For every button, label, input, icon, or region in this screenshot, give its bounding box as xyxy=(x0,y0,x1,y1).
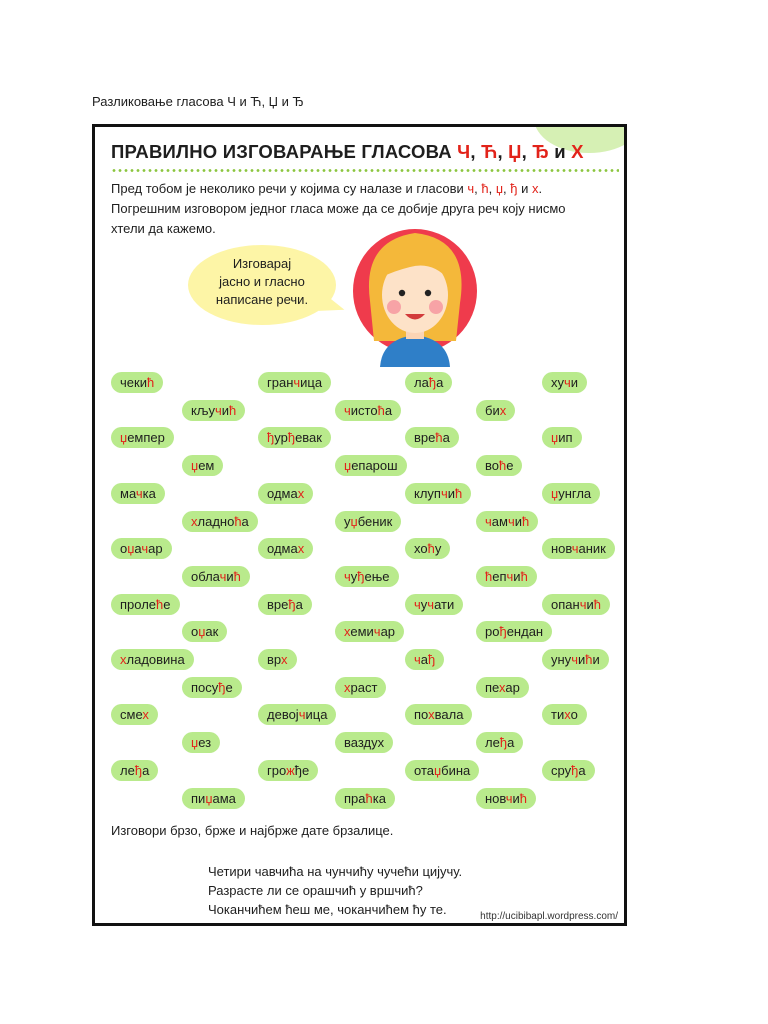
highlighted-letter: Ч xyxy=(457,141,471,162)
right-cheek xyxy=(429,300,443,314)
word-part: девој xyxy=(267,707,299,722)
word-pill xyxy=(182,677,242,698)
tongue-twister-2: Разрасте ли се орашчић у вршчић? xyxy=(208,883,423,898)
word-pill xyxy=(405,649,444,670)
word-part: кљу xyxy=(191,403,215,418)
word-pill xyxy=(542,594,610,615)
word-pill xyxy=(405,427,459,448)
highlighted-letter: ч xyxy=(507,514,515,529)
word-part: одма xyxy=(267,541,298,556)
text-segment: и xyxy=(548,141,572,162)
text-segment: , xyxy=(503,181,511,196)
word-part: вре xyxy=(267,597,289,612)
highlighted-letter: џ xyxy=(120,430,128,445)
highlighted-letter: ћ xyxy=(365,791,373,806)
word-pill xyxy=(182,455,223,476)
word-part: а xyxy=(142,763,150,778)
highlighted-letter: ч xyxy=(571,652,578,667)
word-pill xyxy=(405,483,471,504)
word-pill xyxy=(542,704,587,725)
highlighted-letter: ћ xyxy=(234,514,242,529)
word-part: е xyxy=(163,597,171,612)
word-pill xyxy=(258,538,313,559)
word-pill xyxy=(111,372,163,393)
tongue-twister-1: Четири чавчића на чунчићу чучећи цијучу. xyxy=(208,864,463,879)
highlighted-letter: х xyxy=(532,181,539,196)
word-pill xyxy=(542,760,595,781)
word-pill xyxy=(182,511,258,532)
highlighted-letter: ч xyxy=(373,624,381,639)
word-part: сме xyxy=(120,707,143,722)
word-part: ак xyxy=(205,624,219,639)
highlighted-letter: ч xyxy=(564,375,571,390)
text-segment: , xyxy=(474,181,482,196)
highlighted-letter: ђ xyxy=(287,430,296,445)
word-part: ка xyxy=(372,791,386,806)
highlighted-letter: ђ xyxy=(571,763,579,778)
highlighted-letter: х xyxy=(564,707,571,722)
highlighted-letter: ч xyxy=(506,569,514,584)
word-part: беник xyxy=(357,514,393,529)
word-pill xyxy=(258,427,331,448)
highlighted-letter: ч xyxy=(571,541,579,556)
word-part: ам xyxy=(491,514,508,529)
word-pill xyxy=(182,566,250,587)
highlighted-letter: х xyxy=(499,403,507,418)
highlighted-letter: џ xyxy=(433,763,442,778)
highlighted-letter: ћ xyxy=(146,375,155,390)
text-segment: . xyxy=(538,181,543,196)
word-pill xyxy=(335,455,407,476)
highlighted-letter: ћ xyxy=(377,403,385,418)
word-part: а xyxy=(436,375,444,390)
highlighted-letter: џ xyxy=(495,181,504,196)
word-part: ма xyxy=(120,486,136,501)
highlighted-letter: Х xyxy=(571,141,584,162)
highlighted-letter: ч xyxy=(414,652,421,667)
word-pill xyxy=(405,760,479,781)
word-pill xyxy=(476,400,515,421)
word-pill xyxy=(258,372,331,393)
highlighted-letter: ћ xyxy=(593,597,601,612)
word-part: ица xyxy=(300,375,323,390)
word-part: аник xyxy=(578,541,606,556)
highlighted-letter: ћ xyxy=(485,569,493,584)
word-part: о xyxy=(570,707,578,722)
word-pill xyxy=(335,566,399,587)
word-part: епарош xyxy=(351,458,398,473)
word-part: у xyxy=(344,514,351,529)
highlighted-letter: ћ xyxy=(435,430,443,445)
worksheet xyxy=(92,124,627,926)
highlighted-letter: ђ xyxy=(499,735,508,750)
highlighted-letter: ћ xyxy=(585,652,593,667)
highlighted-letter: ћ xyxy=(481,181,489,196)
word-part: раст xyxy=(350,680,378,695)
highlighted-letter: џ xyxy=(551,486,559,501)
word-part: нов xyxy=(485,791,506,806)
word-pill xyxy=(111,760,158,781)
word-pill xyxy=(111,483,165,504)
word-part: пра xyxy=(344,791,366,806)
highlighted-letter: х xyxy=(428,707,435,722)
highlighted-letter: ђ xyxy=(288,597,296,612)
highlighted-letter: Ћ xyxy=(481,141,498,162)
word-part: нов xyxy=(551,541,572,556)
word-part: во xyxy=(485,458,499,473)
word-pill xyxy=(335,732,393,753)
word-pill xyxy=(335,621,404,642)
word-part: и xyxy=(513,569,521,584)
highlighted-letter: џ xyxy=(350,514,358,529)
word-part: пе xyxy=(485,680,499,695)
word-pill xyxy=(476,732,523,753)
worksheet-title xyxy=(111,141,584,163)
highlighted-letter: ћ xyxy=(520,569,528,584)
word-part: а xyxy=(384,403,393,418)
word-part: а xyxy=(241,514,249,529)
highlighted-letter: х xyxy=(297,486,305,501)
highlighted-letter: х xyxy=(142,707,149,722)
tongue-twister-3: Чоканчићем ћеш ме, чоканчићем ћу те. xyxy=(208,902,447,917)
left-cheek xyxy=(387,300,401,314)
word-part: у xyxy=(350,569,358,584)
word-part: а xyxy=(507,735,515,750)
highlighted-letter: ч xyxy=(485,514,492,529)
word-part: и xyxy=(586,597,594,612)
word-part: по xyxy=(414,707,429,722)
highlighted-letter: џ xyxy=(191,458,199,473)
word-part: и xyxy=(592,652,600,667)
word-part: ваздух xyxy=(344,735,385,750)
highlighted-letter: ђ xyxy=(428,652,436,667)
word-pill xyxy=(258,704,336,725)
word-part: вре xyxy=(414,430,436,445)
word-pill xyxy=(476,511,538,532)
word-part: а xyxy=(295,597,303,612)
word-part: о xyxy=(191,624,199,639)
bubble-line-2: јасно и гласно xyxy=(219,274,305,289)
word-part: вала xyxy=(434,707,464,722)
word-pill xyxy=(335,788,395,809)
word-part: чеки xyxy=(120,375,147,390)
highlighted-letter: ч xyxy=(467,181,475,196)
word-pill xyxy=(542,649,609,670)
word-part: би xyxy=(485,403,500,418)
word-part: ур xyxy=(274,430,288,445)
word-pill xyxy=(182,788,245,809)
word-part: а xyxy=(442,430,450,445)
word-pill xyxy=(405,594,463,615)
highlighted-letter: џ xyxy=(127,541,135,556)
word-part: сру xyxy=(551,763,572,778)
word-part: проле xyxy=(120,597,157,612)
highlighted-letter: ђ xyxy=(510,181,518,196)
word-part: ладовина xyxy=(126,652,185,667)
highlighted-letter: ћ xyxy=(427,541,435,556)
word-part: исто xyxy=(350,403,378,418)
word-part: еп xyxy=(492,569,507,584)
highlighted-letter: х xyxy=(191,514,198,529)
word-pill xyxy=(476,566,537,587)
highlighted-letter: џ xyxy=(344,458,352,473)
word-part: ху xyxy=(551,375,564,390)
word-part: ти xyxy=(551,707,565,722)
word-part: и xyxy=(221,403,230,418)
word-pill xyxy=(182,732,220,753)
word-pill xyxy=(335,677,386,698)
word-part: ица xyxy=(305,707,328,722)
word-pill xyxy=(476,621,552,642)
highlighted-letter: џ xyxy=(191,735,199,750)
highlighted-letter: Ђ xyxy=(532,141,549,162)
word-pill xyxy=(258,594,312,615)
text-segment: , xyxy=(521,141,533,162)
word-part: емпер xyxy=(127,430,165,445)
word-part: бина xyxy=(441,763,471,778)
document-heading: Разликовање гласова Ч и Ћ, Џ и Ђ xyxy=(92,94,304,109)
word-part: гро xyxy=(267,763,287,778)
word-part: ендан xyxy=(506,624,544,639)
highlighted-letter: ћ xyxy=(455,486,463,501)
word-part: клуп xyxy=(414,486,441,501)
word-part: опан xyxy=(551,597,580,612)
highlighted-letter: х xyxy=(297,541,305,556)
word-part: уну xyxy=(551,652,572,667)
word-part: а xyxy=(420,652,429,667)
word-pill xyxy=(111,594,180,615)
word-part: и xyxy=(514,514,522,529)
highlighted-letter: ђ xyxy=(428,375,437,390)
highlighted-letter: ч xyxy=(344,403,351,418)
highlighted-letter: ћ xyxy=(233,569,241,584)
word-part: е xyxy=(506,458,514,473)
intro-line-2: Погрешним изговором једног гласа може да се добије друга реч коју нисмо xyxy=(111,201,566,216)
highlighted-letter: ђ xyxy=(499,624,507,639)
highlighted-letter: ч xyxy=(298,707,306,722)
highlighted-letter: ћ xyxy=(499,458,507,473)
highlighted-letter: ђ xyxy=(267,430,275,445)
word-pill xyxy=(405,704,472,725)
highlighted-letter: ч xyxy=(440,486,448,501)
highlighted-letter: х xyxy=(281,652,288,667)
highlighted-letter: ђ xyxy=(134,763,143,778)
word-pill xyxy=(111,704,158,725)
word-part: ладно xyxy=(197,514,235,529)
girl-illustration xyxy=(352,221,478,367)
highlighted-letter: ч xyxy=(414,597,421,612)
word-part: у xyxy=(434,541,442,556)
word-pill xyxy=(476,677,529,698)
word-part: ота xyxy=(414,763,434,778)
word-part: о xyxy=(120,541,128,556)
text-segment: Пред тобом је неколико речи у којима су налазе и гласови xyxy=(111,181,468,196)
highlighted-letter: х xyxy=(120,652,127,667)
word-pill xyxy=(258,760,318,781)
highlighted-letter: х xyxy=(344,680,351,695)
word-pill xyxy=(111,538,172,559)
word-pill xyxy=(542,427,582,448)
highlighted-letter: ђ xyxy=(357,569,365,584)
word-part: ле xyxy=(120,763,135,778)
word-part: у xyxy=(420,597,428,612)
word-part: и xyxy=(447,486,456,501)
word-part: евак xyxy=(295,430,322,445)
word-pill xyxy=(182,621,227,642)
word-part: ење xyxy=(364,569,390,584)
highlighted-letter: ч xyxy=(141,541,149,556)
highlighted-letter: ч xyxy=(135,486,143,501)
text-segment: , xyxy=(497,141,509,162)
word-part: посу xyxy=(191,680,219,695)
tongue-twisters xyxy=(208,862,462,919)
highlighted-letter: ч xyxy=(293,375,301,390)
highlighted-letter: ч xyxy=(214,403,222,418)
word-part: ем xyxy=(198,458,215,473)
text-segment: и xyxy=(517,181,532,196)
left-eye xyxy=(399,290,405,296)
word-part: ез xyxy=(198,735,212,750)
text-segment: ПРАВИЛНО ИЗГОВАРАЊЕ ГЛАСОВА xyxy=(111,141,458,162)
word-pill xyxy=(476,788,536,809)
highlighted-letter: Џ xyxy=(508,141,522,162)
word-pill xyxy=(335,511,401,532)
word-pill xyxy=(405,538,450,559)
word-part: ар xyxy=(148,541,163,556)
highlighted-letter: ђ xyxy=(218,680,226,695)
highlighted-letter: ч xyxy=(427,597,435,612)
highlighted-letter: џ xyxy=(551,430,559,445)
word-part: обла xyxy=(191,569,220,584)
highlighted-letter: џ xyxy=(198,624,206,639)
word-pill xyxy=(258,649,297,670)
word-part: ати xyxy=(434,597,455,612)
word-pill xyxy=(542,372,587,393)
word-part: и xyxy=(512,791,520,806)
highlighted-letter: ч xyxy=(344,569,351,584)
word-part: и xyxy=(577,652,586,667)
word-part: ар xyxy=(505,680,520,695)
highlighted-letter: х xyxy=(498,680,506,695)
word-part: ама xyxy=(212,791,236,806)
word-pill xyxy=(476,455,522,476)
word-pill xyxy=(542,538,615,559)
word-pill xyxy=(258,483,313,504)
word-part: гран xyxy=(267,375,294,390)
word-part: ро xyxy=(485,624,500,639)
word-pill xyxy=(111,427,174,448)
text-segment: , xyxy=(488,181,496,196)
dotted-divider xyxy=(111,169,619,172)
word-part: и xyxy=(226,569,234,584)
word-pill xyxy=(111,649,194,670)
source-url: http://ucibibapl.wordpress.com/ xyxy=(480,911,618,922)
bubble-line-1: Изговарај xyxy=(232,256,292,271)
word-part: ка xyxy=(142,486,156,501)
word-pill xyxy=(182,400,245,421)
word-part: ла xyxy=(414,375,429,390)
word-part: ип xyxy=(558,430,573,445)
highlighted-letter: ћ xyxy=(519,791,528,806)
highlighted-letter: ч xyxy=(505,791,513,806)
word-part: а xyxy=(134,541,142,556)
word-part: ар xyxy=(380,624,396,639)
highlighted-letter: ч xyxy=(579,597,587,612)
intro-line-3: хтели да кажемо. xyxy=(111,221,216,236)
word-part: пи xyxy=(191,791,206,806)
highlighted-letter: ч xyxy=(219,569,227,584)
highlighted-letter: ћ xyxy=(156,597,164,612)
word-part: ле xyxy=(485,735,500,750)
bubble-line-3: написане речи. xyxy=(215,292,309,307)
word-pill xyxy=(335,400,401,421)
word-part: а xyxy=(578,763,586,778)
highlighted-letter: ћ xyxy=(522,514,530,529)
speech-bubble-text xyxy=(188,255,336,309)
word-part: вр xyxy=(267,652,281,667)
word-part: е xyxy=(225,680,233,695)
word-part: хо xyxy=(414,541,428,556)
word-part: еми xyxy=(350,624,374,639)
highlighted-letter: ћ xyxy=(229,403,237,418)
tongue-twisters-heading: Изговори брзо, брже и најбрже дате брзалице. xyxy=(111,823,394,838)
word-pill xyxy=(542,483,600,504)
highlighted-letter: х xyxy=(344,624,351,639)
highlighted-letter: џ xyxy=(205,791,213,806)
right-eye xyxy=(425,290,431,296)
word-part: унгла xyxy=(558,486,592,501)
intro-line-1 xyxy=(111,179,621,199)
word-pill xyxy=(405,372,452,393)
word-part: одма xyxy=(267,486,298,501)
highlighted-letter: ж xyxy=(286,763,295,778)
text-segment: , xyxy=(470,141,482,162)
word-part: и xyxy=(570,375,579,390)
word-part: ђе xyxy=(294,763,310,778)
